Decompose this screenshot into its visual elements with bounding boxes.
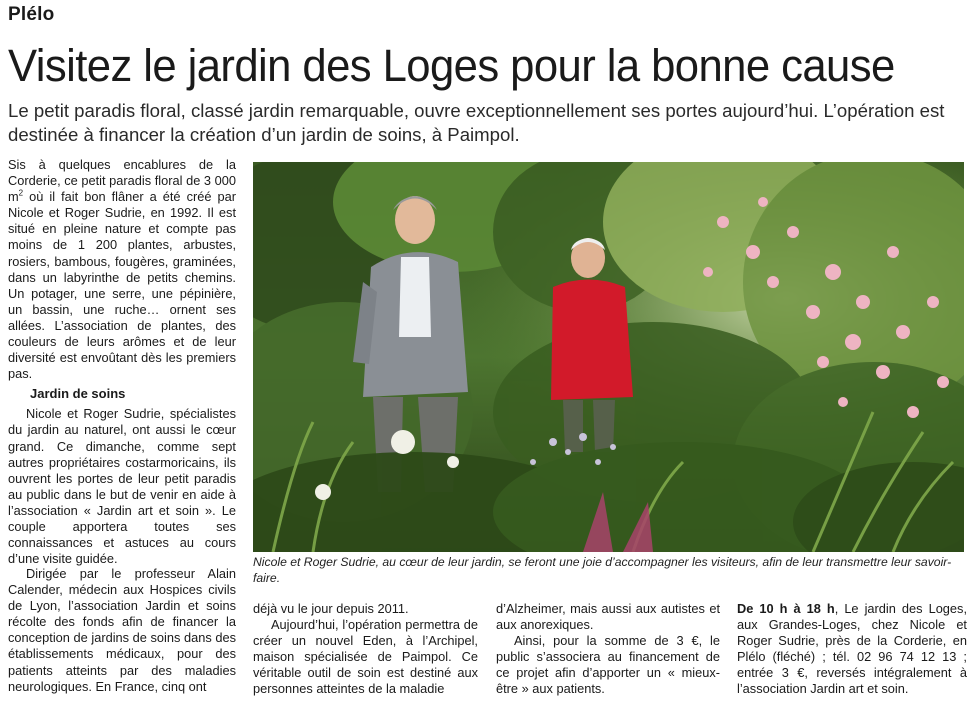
article-column-1-continued [8, 566, 236, 695]
photo-caption: Nicole et Roger Sudrie, au cœur de leur jardin, se feront une joie d’accompagner les visiteurs, afin de leur transmettre leur savoir-faire. [253, 555, 952, 585]
paragraph-financement: Ainsi, pour la somme de 3 €, le public s’associera au financement de ce projet afin d’apporter un « mieux-être » aux patients. [496, 633, 720, 697]
paragraph-intro-part2: où il fait bon flâner a été créé par Nicole et Roger Sudrie, en 1992. Il est situé en pleine nature et compte pas moins de 1 200 plantes, arbustes, rosiers, bambous, fougères, graminées, dans un labyrinthe de petits chemins. Un potager, une serre, une pépinière, un bassin, une ruche… ornent ses allées. L’association de plantes, des couleurs de leurs arômes et de leur diversité est envoûtant dès les premiers pas. [8, 189, 236, 382]
article-column-2 [253, 601, 478, 698]
practical-info-text [737, 601, 967, 698]
article-column-3 [496, 601, 720, 698]
paragraph-continued: déjà vu le jour depuis 2011. [253, 601, 409, 616]
paragraph-jardin-de-soins: Nicole et Roger Sudrie, spécialistes du jardin au naturel, ont aussi le cœur grand. Ce dimanche, comme sept autres propriétaires costarmoricains, ils ouvrent les portes de leur petit paradis au public dans le but de venir en aide à l’association « Jardin art et soin ». Le couple apportera toutes ses connaissances et astuces au cours d’une visite guidée. [8, 406, 236, 567]
garden-photo-illustration [253, 162, 964, 552]
superscript-unit: 2 [18, 188, 24, 198]
section-kicker: Plélo [8, 4, 55, 25]
practical-info [737, 601, 967, 698]
subhead: Jardin de soins [30, 386, 126, 402]
paragraph-association: Dirigée par le professeur Alain Calender, médecin aux Hospices civils de Lyon, l’association Jardin et soins récolte des fonds afin de financer la conception de jardins de soins dans des établissements médicaux, pour des patients atteints par des maladies neurologiques. En France, cinq ont [8, 566, 236, 694]
paragraph-intro-part1: Sis à quelques encablures de la Corderie, ce petit paradis floral de 3 000 m [8, 157, 236, 205]
paragraph-eden: Aujourd’hui, l’opération permettra de créer un nouvel Eden, à l’Archipel, maison spécialisée de Paimpol. Ce véritable outil de soin est destiné aux personnes atteintes de la maladie [253, 617, 478, 697]
headline: Visitez le jardin des Loges pour la bonne cause [8, 40, 895, 91]
practical-details: , Le jardin des Loges, aux Grandes-Loges, chez Nicole et Roger Sudrie, près de la Corderie, en Plélo (fléché) ; tél. 02 96 74 12 13 ; entrée 3 €, reversés intégralement à l’association Jardin art et soin. [737, 601, 967, 697]
standfirst: Le petit paradis floral, classé jardin remarquable, ouvre exceptionnellement ses portes aujourd’hui. L’opération est destinée à financer la création d’un jardin de soins, à Paimpol. [8, 100, 945, 145]
paragraph-alzheimer: d’Alzheimer, mais aussi aux autistes et aux anorexiques. [496, 601, 720, 633]
paragraph-intro [8, 157, 236, 382]
garden-photo [253, 162, 964, 552]
opening-hours: De 10 h à 18 h [737, 601, 835, 616]
article-column-1 [8, 157, 236, 567]
